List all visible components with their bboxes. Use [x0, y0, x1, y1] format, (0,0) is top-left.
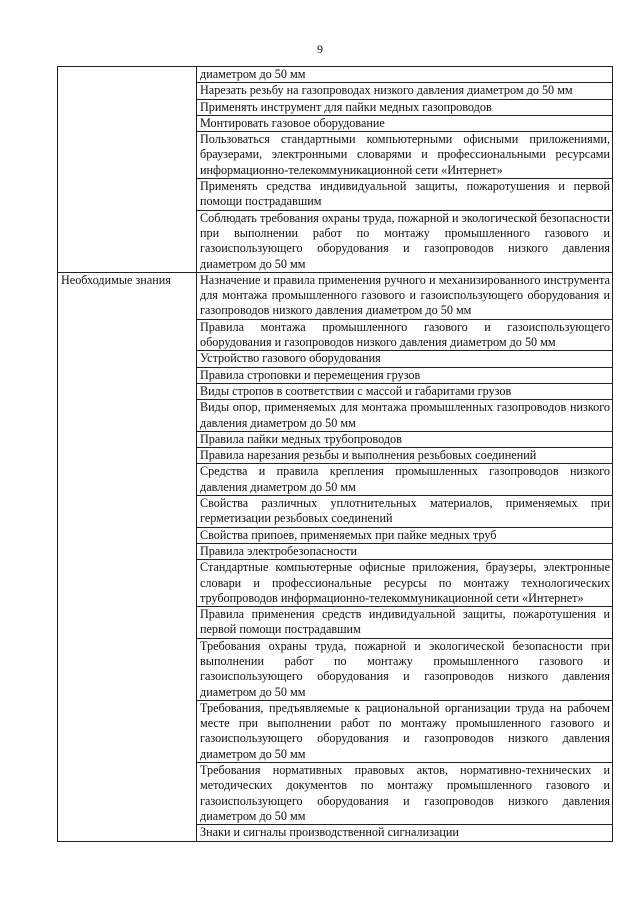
- knowledge-item: Требования, предъявляемые к рациональной организации труда на рабочем месте при выполнении работ по монтажу промышленного газового и газоиспользующего оборудования и газопроводов низкого давления диаметром до 50 мм: [197, 700, 613, 762]
- knowledge-item: Средства и правила крепления промышленных газопроводов низкого давления диаметром до 50 мм: [197, 464, 613, 496]
- skill-item: диаметром до 50 мм: [197, 67, 613, 83]
- skill-item: Применять средства индивидуальной защиты, пожаротушения и первой помощи пострадавшим: [197, 179, 613, 211]
- competency-table: [57, 66, 613, 842]
- skill-item: Пользоваться стандартными компьютерными офисными приложениями, браузерами, электронными словарями и профессиональными ресурсами информационно-телекоммуникационной сети «Интернет»: [197, 132, 613, 179]
- skills-label-cell: [58, 67, 197, 273]
- knowledge-item: Назначение и правила применения ручного и механизированного инструмента для монтажа промышленного газового и газоиспользующего оборудования и газопроводов низкого давления диаметром до 50 мм: [197, 272, 613, 319]
- skill-item: Соблюдать требования охраны труда, пожарной и экологической безопасности при выполнении работ по монтажу промышленного газового и газоиспользующего оборудования и газопроводов низкого давления диаметром до 50 мм: [197, 210, 613, 272]
- knowledge-label-cell: Необходимые знания: [58, 272, 197, 841]
- knowledge-item: Правила применения средств индивидуальной защиты, пожаротушения и первой помощи пострадавшим: [197, 607, 613, 639]
- knowledge-item: Виды опор, применяемых для монтажа промышленных газопроводов низкого давления диаметром до 50 мм: [197, 400, 613, 432]
- knowledge-item: Устройство газового оборудования: [197, 351, 613, 367]
- knowledge-item: Знаки и сигналы производственной сигнализации: [197, 825, 613, 841]
- skill-item: Нарезать резьбу на газопроводах низкого давления диаметром до 50 мм: [197, 83, 613, 99]
- knowledge-item: Правила электробезопасности: [197, 543, 613, 559]
- knowledge-item: Свойства различных уплотнительных материалов, применяемых при герметизации резьбовых соединений: [197, 496, 613, 528]
- knowledge-item: Виды стропов в соответствии с массой и габаритами грузов: [197, 383, 613, 399]
- knowledge-item: Требования нормативных правовых актов, нормативно-технических и методических документов по монтажу промышленного газового и газоиспользующего оборудования и газопроводов низкого давления диаметром до 50 мм: [197, 763, 613, 825]
- table-row: [58, 67, 613, 83]
- knowledge-item: Правила монтажа промышленного газового и газоиспользующего оборудования и газопроводов низкого давления диаметром до 50 мм: [197, 319, 613, 351]
- knowledge-item: Свойства припоев, применяемых при пайке медных труб: [197, 527, 613, 543]
- knowledge-item: Правила пайки медных трубопроводов: [197, 431, 613, 447]
- table-row: [58, 272, 613, 319]
- knowledge-item: Правила нарезания резьбы и выполнения резьбовых соединений: [197, 448, 613, 464]
- skill-item: Монтировать газовое оборудование: [197, 115, 613, 131]
- knowledge-item: Стандартные компьютерные офисные приложения, браузеры, электронные словари и профессиональные ресурсы по монтажу технологических трубопроводов информационно-телекоммуникационной сети «Интернет»: [197, 560, 613, 607]
- page-number: 9: [317, 42, 323, 56]
- knowledge-item: Требования охраны труда, пожарной и экологической безопасности при выполнении работ по монтажу промышленного газового и газоиспользующего оборудования и газопроводов низкого давления диаметром до 50 мм: [197, 638, 613, 700]
- knowledge-item: Правила строповки и перемещения грузов: [197, 367, 613, 383]
- skill-item: Применять инструмент для пайки медных газопроводов: [197, 99, 613, 115]
